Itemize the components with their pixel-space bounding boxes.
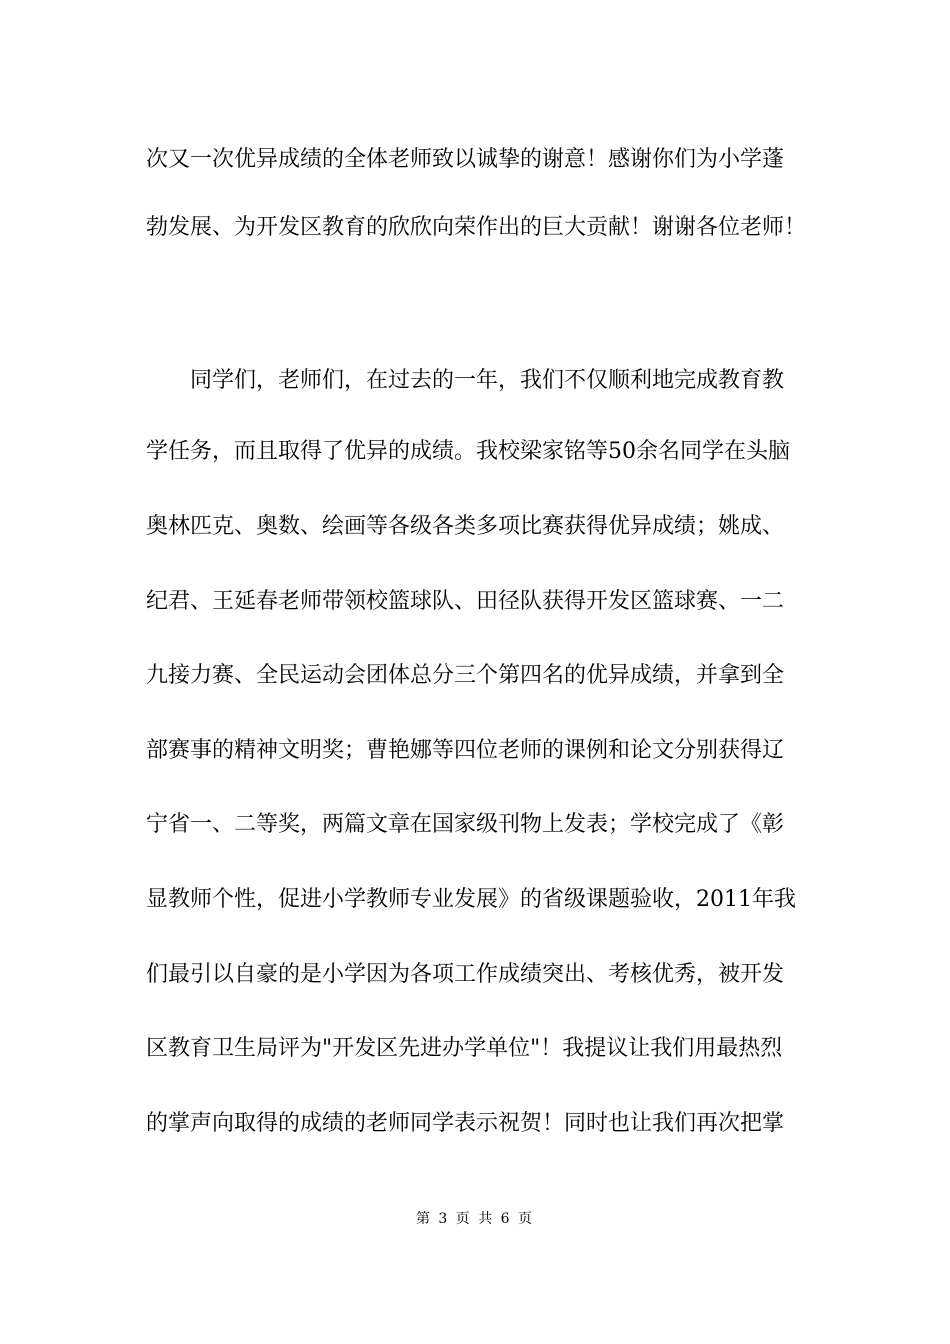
page-number-footer: 第 3 页 共 6 页 <box>415 1211 535 1227</box>
text-line: 学任务，而且取得了优异的成绩。我校梁家铭等50余名同学在头脑 <box>146 439 790 464</box>
text-line: 勃发展、为开发区教育的欣欣向荣作出的巨大贡献！谢谢各位老师！ <box>146 215 807 240</box>
text-line: 纪君、王延春老师带领校篮球队、田径队获得开发区篮球赛、一二 <box>146 589 785 614</box>
text-line: 的掌声向取得的成绩的老师同学表示祝贺！同时也让我们再次把掌 <box>146 1111 785 1136</box>
text-line: 次又一次优异成绩的全体老师致以诚挚的谢意！感谢你们为小学蓬 <box>146 147 785 172</box>
text-line: 奥林匹克、奥数、绘画等各级各类多项比赛获得优异成绩；姚成、 <box>146 514 785 539</box>
text-line: 们最引以自豪的是小学因为各项工作成绩突出、考核优秀，被开发 <box>146 962 785 987</box>
text-line: 宁省一、二等奖，两篇文章在国家级刊物上发表；学校完成了《彰 <box>146 812 785 837</box>
text-line: 同学们，老师们，在过去的一年，我们不仅顺利地完成教育教 <box>190 368 785 393</box>
text-line: 九接力赛、全民运动会团体总分三个第四名的优异成绩，并拿到全 <box>146 663 785 688</box>
text-line: 区教育卫生局评为"开发区先进办学单位"！我提议让我们用最热烈 <box>146 1036 783 1061</box>
text-line: 显教师个性，促进小学教师专业发展》的省级课题验收，2011年我 <box>146 887 796 912</box>
text-line: 部赛事的精神文明奖；曹艳娜等四位老师的课例和论文分别获得辽 <box>146 738 785 763</box>
